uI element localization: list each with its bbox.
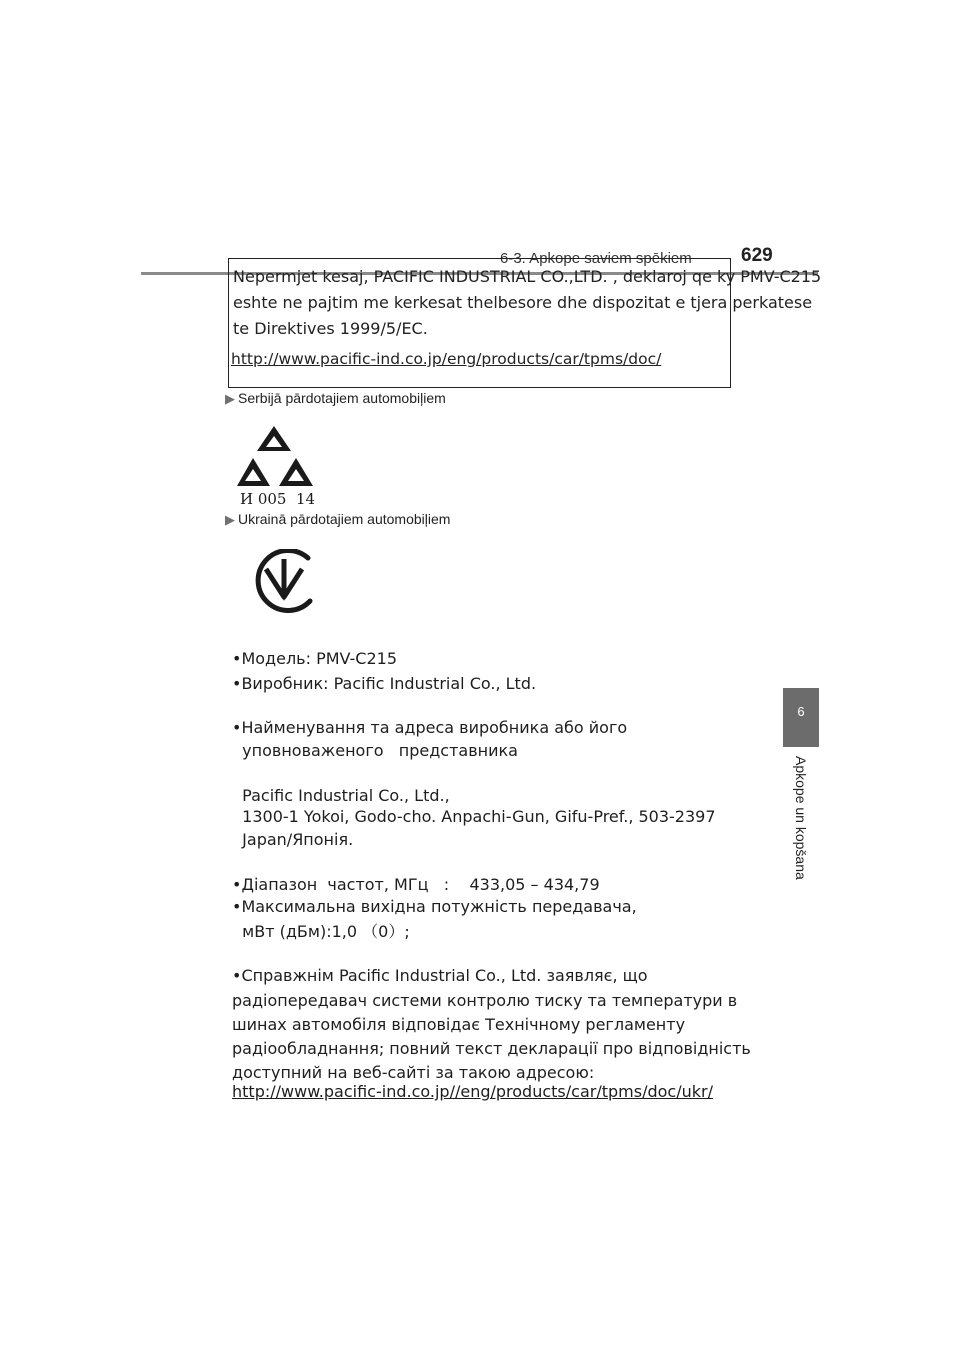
ua-line-9: •Максимальна вихідна потужність передавача, bbox=[232, 897, 637, 916]
ua-line-2: •Виробник: Pacific Industrial Co., Ltd. bbox=[232, 674, 537, 693]
triangle-bullet-icon: ▶ bbox=[225, 391, 235, 406]
ua-line-14: радіообладнання; повний текст декларації про відповідність bbox=[232, 1039, 751, 1058]
declaration-line-2: eshte ne pajtim me kerkesat thelbesore dhe dispozitat e tjera perkatese bbox=[233, 293, 813, 312]
declaration-line-3: te Direktives 1999/5/EC. bbox=[233, 319, 428, 338]
section-title: 6-3. Apkope saviem spēkiem bbox=[500, 250, 692, 267]
ua-line-4: уповноваженого представника bbox=[232, 741, 518, 760]
ua-line-15: доступний на веб-сайті за такою адресою: bbox=[232, 1063, 595, 1082]
ua-line-12: радіопередавач системи контролю тиску та температури в bbox=[232, 991, 738, 1010]
ua-line-1: •Модель: PMV-C215 bbox=[232, 649, 398, 668]
ua-line-7: Japan/Японія. bbox=[232, 830, 354, 849]
ua-line-13: шинах автомобіля відповідає Технічному регламенту bbox=[232, 1015, 686, 1034]
page-number: 629 bbox=[741, 245, 773, 266]
triangle-bullet-icon: ▶ bbox=[225, 512, 235, 527]
serbia-heading bbox=[225, 390, 446, 407]
serbia-heading-text: Serbijā pārdotajiem automobiļiem bbox=[238, 390, 446, 406]
ua-line-6: 1300-1 Yokoi, Godo-cho. Anpachi-Gun, Gifu-Pref., 503-2397 bbox=[232, 807, 716, 826]
ua-line-8: •Діапазон частот, МГц : 433,05 – 434,79 bbox=[232, 875, 600, 894]
chapter-label bbox=[783, 756, 819, 891]
ua-line-11: •Справжнім Pacific Industrial Co., Ltd. заявляє, що bbox=[232, 966, 648, 985]
serbia-mark-code: И 005 14 bbox=[240, 490, 316, 508]
ukraine-heading-text: Ukrainā pārdotajiem automobiļiem bbox=[238, 511, 451, 527]
chapter-label-text: Apkope un kopšana bbox=[793, 756, 809, 880]
chapter-tab[interactable]: 6 bbox=[783, 688, 819, 747]
ua-line-3: •Найменування та адреса виробника або його bbox=[232, 718, 628, 737]
ua-line-5: Pacific Industrial Co., Ltd., bbox=[232, 786, 450, 805]
declaration-url-link[interactable]: http://www.pacific-ind.co.jp/eng/products/car/tpms/doc/ bbox=[231, 350, 662, 368]
ua-line-10: мВт (дБм):1,0 （0）; bbox=[232, 922, 410, 941]
ukraine-declaration-url-link[interactable]: http://www.pacific-ind.co.jp//eng/products/car/tpms/doc/ukr/ bbox=[232, 1082, 713, 1101]
ukraine-conformity-mark-icon bbox=[248, 549, 317, 614]
declaration-line-1: Nepermjet kesaj, PACIFIC INDUSTRIAL CO.,LTD. , deklaroj qe ky PMV-C215 bbox=[233, 267, 822, 286]
albania-declaration-box bbox=[228, 258, 822, 388]
serbia-conformity-mark-icon bbox=[237, 424, 313, 492]
ukraine-heading bbox=[225, 511, 450, 528]
